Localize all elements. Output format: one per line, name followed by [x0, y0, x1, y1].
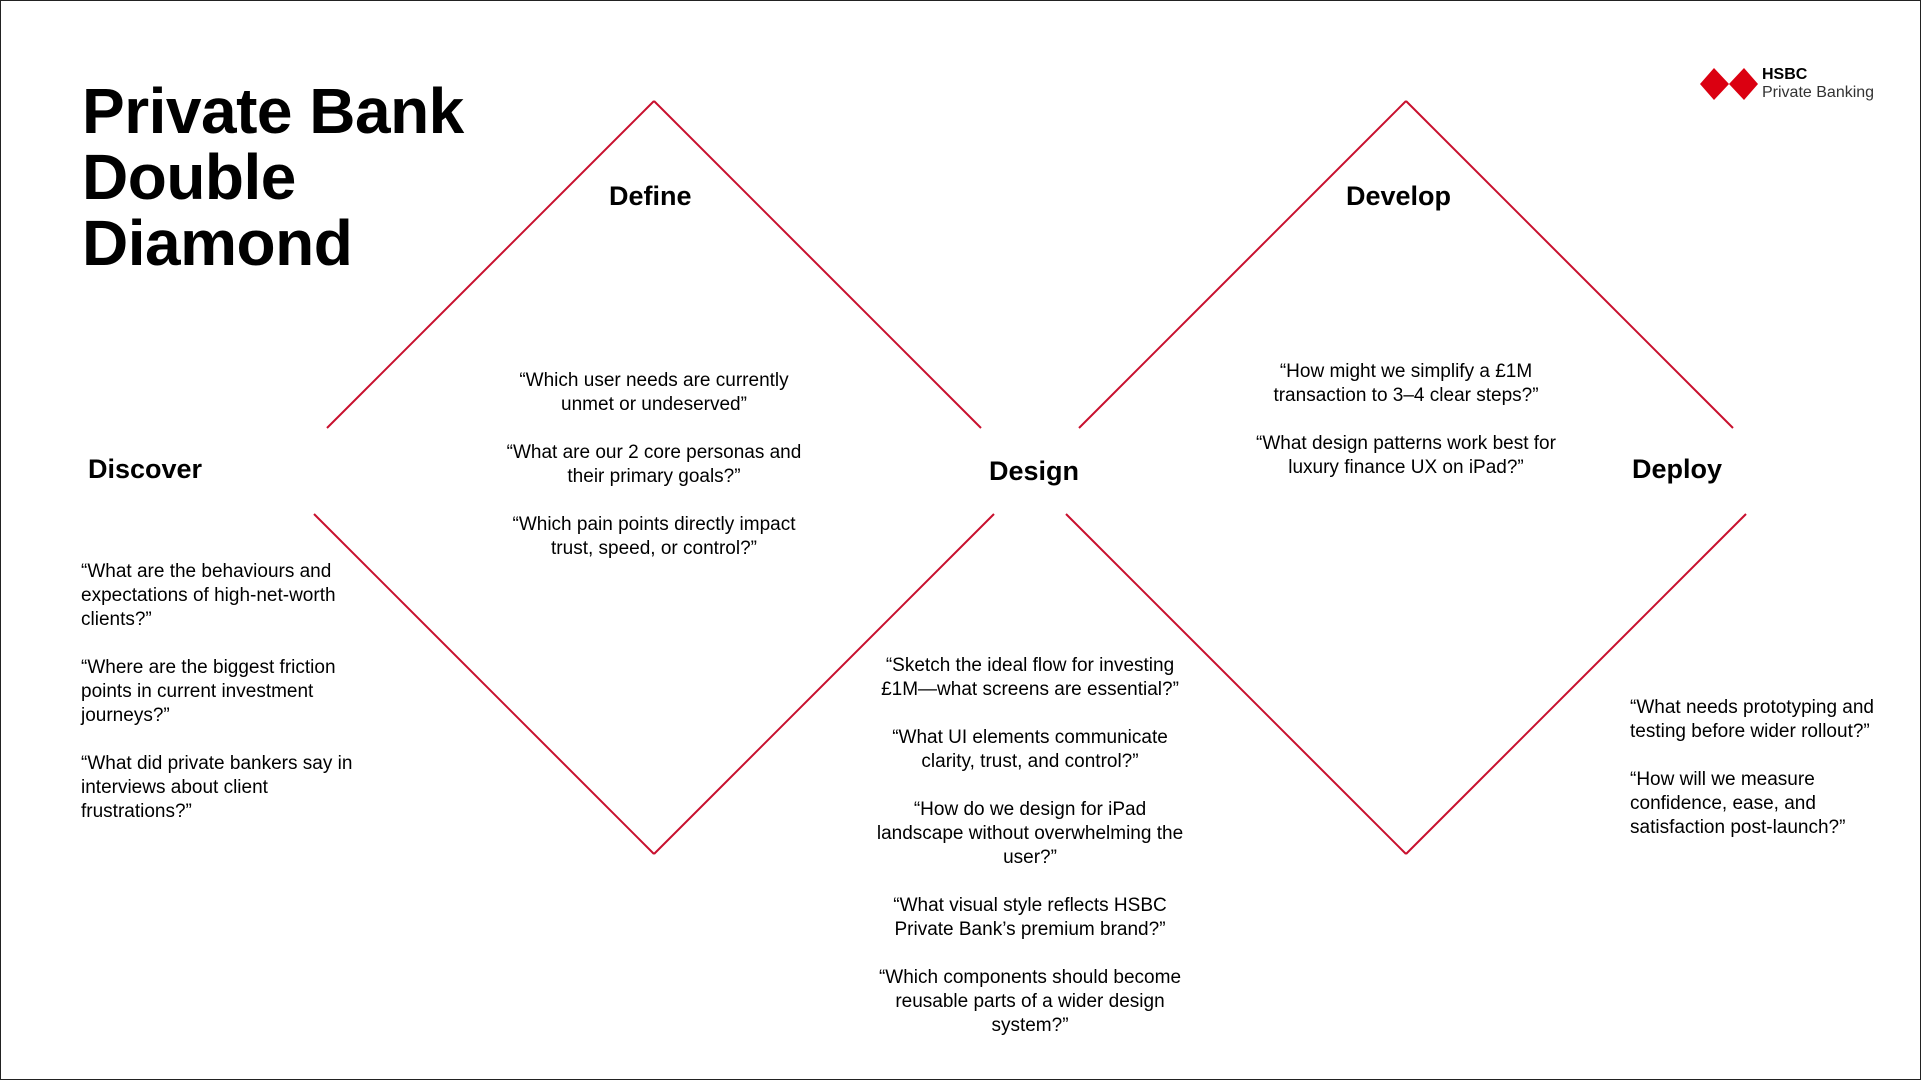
define-question-3: “Which pain points directly impact trust, speed, or control?”	[512, 514, 796, 559]
stage-deploy-label: Deploy	[1632, 454, 1723, 484]
define-questions	[499, 369, 809, 561]
stage-discover-label: Discover	[88, 454, 203, 484]
develop-question-2: “What design patterns work best for luxury finance UX on iPad?”	[1256, 433, 1556, 478]
develop-questions	[1256, 360, 1556, 480]
define-question-1: “Which user needs are currently unmet or undeserved”	[519, 370, 789, 415]
stage-define-label: Define	[609, 181, 692, 211]
design-question-3: “How do we design for iPad landscape without overwhelming the user?”	[876, 799, 1184, 868]
stage-develop-label: Develop	[1346, 181, 1452, 211]
stage-design-label: Design	[989, 456, 1080, 486]
design-question-2: “What UI elements communicate clarity, trust, and control?”	[892, 727, 1168, 772]
deploy-questions	[1630, 696, 1900, 840]
logo-subtitle: Private Banking	[1762, 84, 1875, 101]
design-question-5: “Which components should become reusable parts of a wider design system?”	[878, 967, 1182, 1036]
title-line-3: Diamond	[82, 207, 353, 279]
develop-question-1: “How might we simplify a £1M transaction to 3–4 clear steps?”	[1273, 361, 1539, 406]
discover-question-2: “Where are the biggest friction points in current investment journeys?”	[81, 657, 336, 726]
logo-name: HSBC	[1762, 66, 1808, 83]
design-question-1: “Sketch the ideal flow for investing £1M—what screens are essential?”	[881, 655, 1179, 700]
discover-question-3: “What did private bankers say in interviews about client frustrations?”	[81, 753, 353, 822]
define-question-2: “What are our 2 core personas and their primary goals?”	[506, 442, 802, 487]
deploy-question-1: “What needs prototyping and testing before wider rollout?”	[1630, 697, 1874, 742]
design-questions	[870, 654, 1190, 1038]
title-line-2: Double	[82, 141, 296, 213]
title-line-1: Private Bank	[82, 75, 464, 147]
discover-questions	[81, 560, 371, 824]
deploy-question-2: “How will we measure confidence, ease, and satisfaction post-launch?”	[1630, 769, 1846, 838]
design-question-4: “What visual style reflects HSBC Private Bank’s premium brand?”	[893, 895, 1167, 940]
discover-question-1: “What are the behaviours and expectations of high-net-worth clients?”	[81, 561, 336, 630]
